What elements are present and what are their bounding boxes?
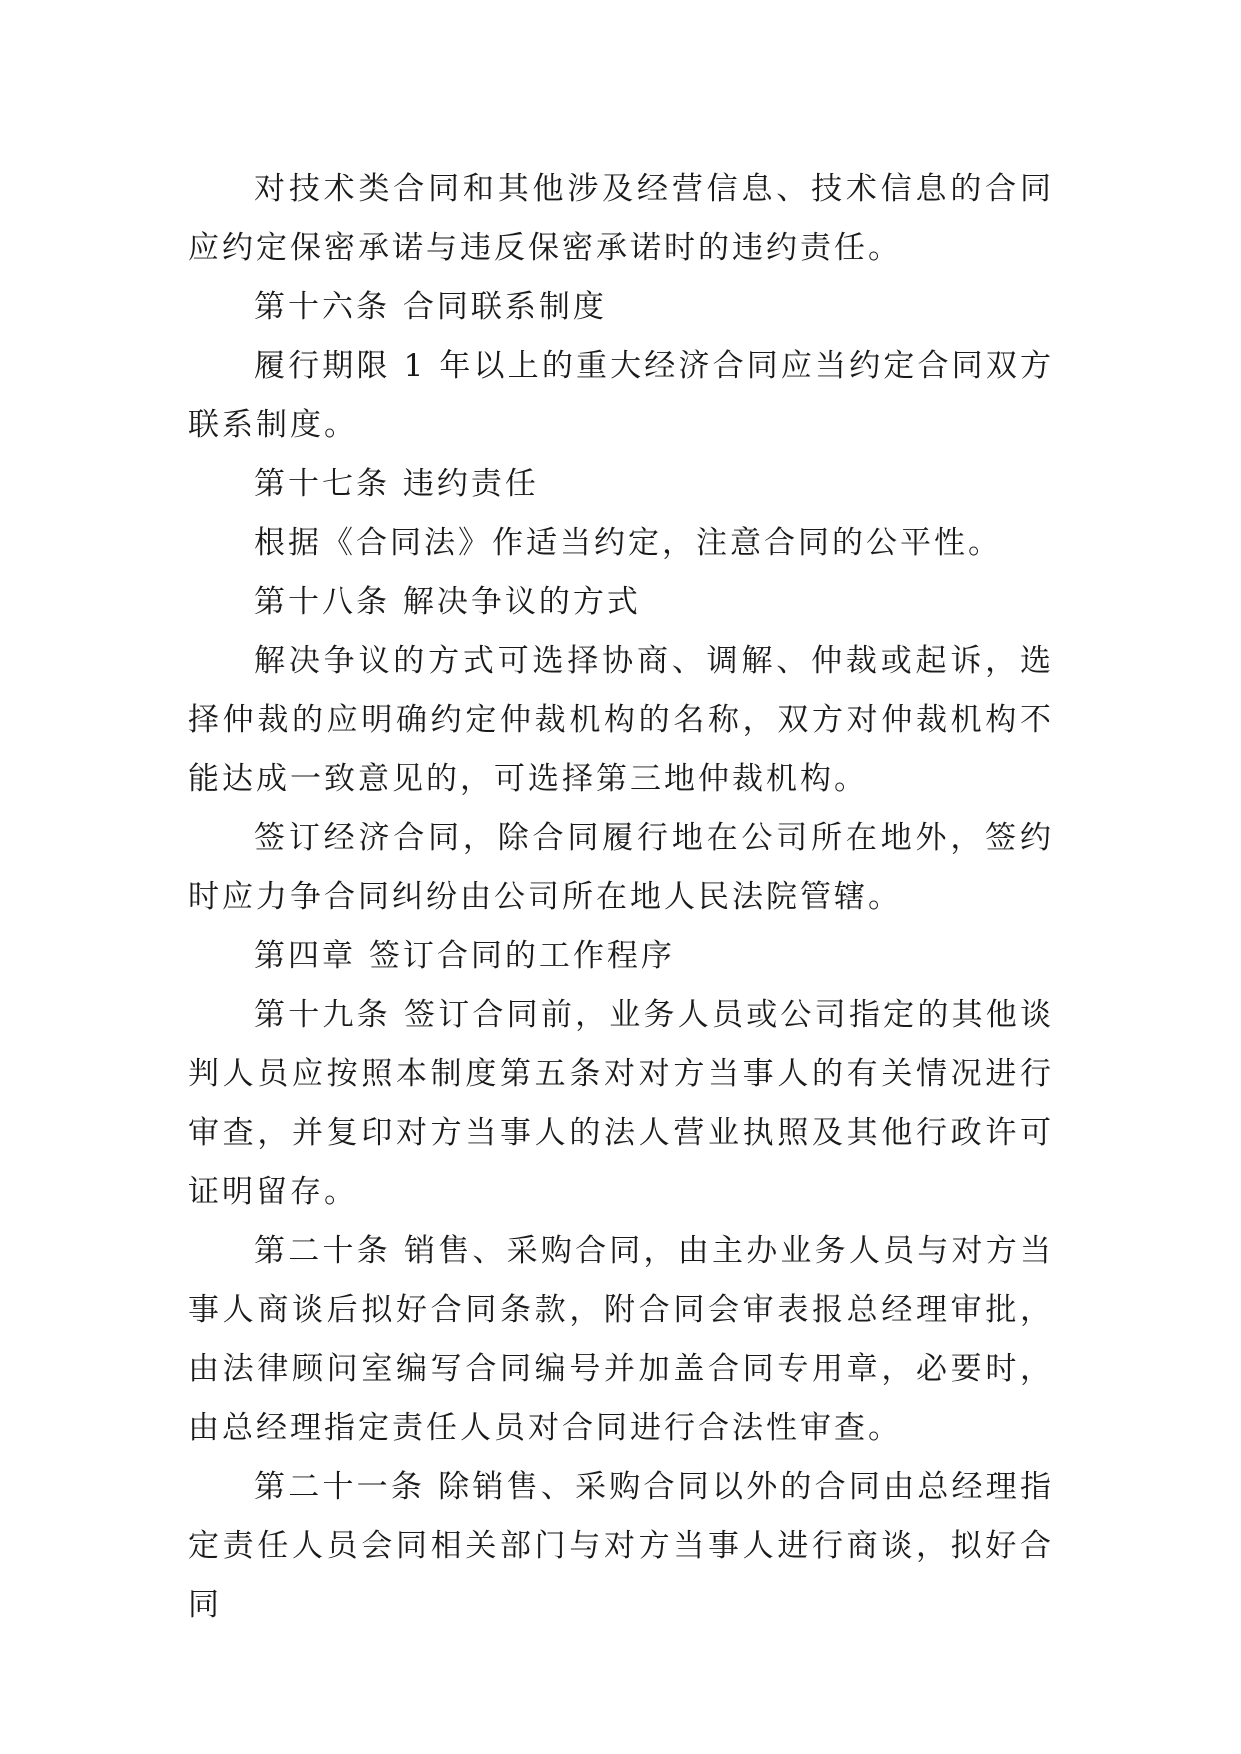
heading-article-16: 第十六条 合同联系制度 — [254, 289, 607, 325]
heading-article-17: 第十七条 违约责任 — [254, 466, 539, 502]
paragraph-article-19: 第十九条 签订合同前，业务人员或公司指定的其他谈判人员应按照本制度第五条对对方当事人的有关情况进行审查，并复印对方当事人的法人营业执照及其他行政许可证明留存。 — [188, 997, 1054, 1210]
paragraph-dispute-methods: 解决争议的方式可选择协商、调解、仲裁或起诉，选择仲裁的应明确约定仲裁机构的名称，双方对仲裁机构不能达成一致意见的，可选择第三地仲裁机构。 — [188, 643, 1054, 797]
paragraph-jurisdiction: 签订经济合同，除合同履行地在公司所在地外，签约时应力争合同纠纷由公司所在地人民法院管辖。 — [188, 820, 1054, 915]
paragraph-contact-system: 履行期限 1 年以上的重大经济合同应当约定合同双方联系制度。 — [188, 348, 1054, 443]
paragraph-article-20: 第二十条 销售、采购合同，由主办业务人员与对方当事人商谈后拟好合同条款，附合同会审表报总经理审批，由法律顾问室编写合同编号并加盖合同专用章，必要时，由总经理指定责任人员对合同进行合法性审查。 — [188, 1233, 1054, 1446]
heading-chapter-4: 第四章 签订合同的工作程序 — [254, 938, 675, 974]
heading-article-18: 第十八条 解决争议的方式 — [254, 584, 641, 620]
document-body — [188, 160, 1054, 1635]
paragraph-confidentiality: 对技术类合同和其他涉及经营信息、技术信息的合同应约定保密承诺与违反保密承诺时的违约责任。 — [188, 171, 1054, 266]
paragraph-liability: 根据《合同法》作适当约定，注意合同的公平性。 — [254, 525, 1002, 561]
paragraph-article-21: 第二十一条 除销售、采购合同以外的合同由总经理指定责任人员会同相关部门与对方当事人进行商谈，拟好合同 — [188, 1469, 1054, 1623]
